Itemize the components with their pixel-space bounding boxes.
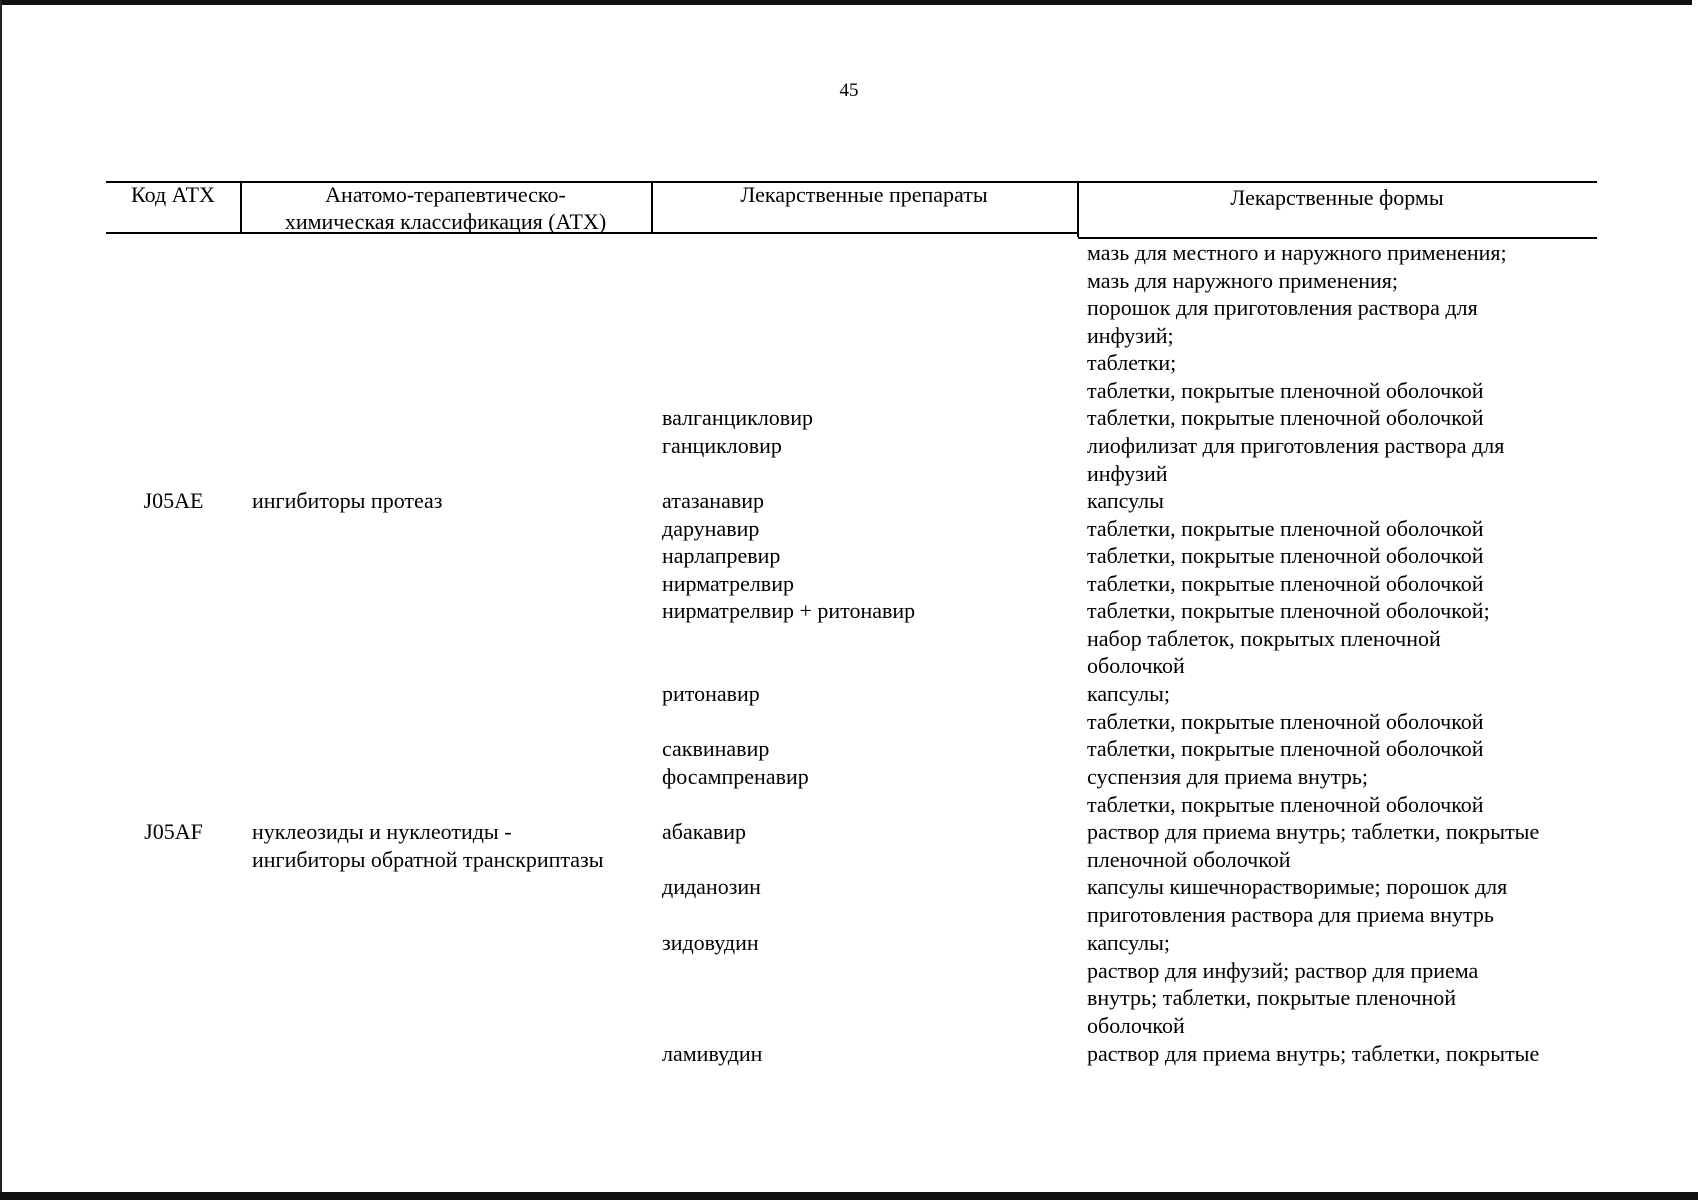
header-forms: Лекарственные формы <box>1230 185 1444 210</box>
drug-name: ритонавир <box>662 681 760 706</box>
header-atc: Анатомо-терапевтическо- химическая классификация (АТХ) <box>284 182 607 234</box>
dosage-forms: раствор для приема внутрь; таблетки, покрытые <box>1087 1041 1540 1066</box>
dosage-forms: суспензия для приема внутрь; таблетки, покрытые пленочной оболочкой <box>1087 764 1484 817</box>
drug-name: нарлапревир <box>662 543 781 568</box>
drug-name: диданозин <box>662 874 761 899</box>
drug-name: абакавир <box>662 819 747 844</box>
header-code: Код АТХ <box>131 182 215 207</box>
page-number: 45 <box>839 80 859 101</box>
drug-name: зидовудин <box>662 930 759 955</box>
dosage-forms: таблетки, покрытые пленочной оболочкой <box>1087 571 1484 596</box>
scan-border-left <box>0 0 2 1200</box>
drug-name: ламивудин <box>662 1041 763 1066</box>
atc-group: нуклеозиды и нуклеотиды - ингибиторы обратной транскриптазы <box>252 819 604 872</box>
drug-name: фосампренавир <box>662 764 809 789</box>
dosage-forms: капсулы кишечнорастворимые; порошок для приготовления раствора для приема внутрь <box>1087 874 1508 927</box>
atc-group: ингибиторы протеаз <box>252 488 443 513</box>
scan-border-top <box>0 0 1698 5</box>
drug-name: нирматрелвир <box>662 571 794 596</box>
scan-border-bottom <box>0 1192 1698 1200</box>
dosage-forms: раствор для приема внутрь; таблетки, покрытые пленочной оболочкой <box>1087 819 1540 872</box>
dosage-forms: таблетки, покрытые пленочной оболочкой <box>1087 516 1484 541</box>
dosage-forms: капсулы <box>1087 488 1164 513</box>
atc-code: J05AF <box>144 819 203 844</box>
dosage-forms: капсулы; таблетки, покрытые пленочной оболочкой <box>1087 681 1484 734</box>
continuation-forms: мазь для местного и наружного применения; мазь для наружного применения; порошок для приготовления раствора для инфузий; таблетки; таблетки, покрытые пленочной оболочкой <box>1087 240 1507 403</box>
dosage-forms: таблетки, покрытые пленочной оболочкой <box>1087 543 1484 568</box>
dosage-forms: капсулы; раствор для инфузий; раствор для приема внутрь; таблетки, покрытые пленочной оболочкой <box>1087 930 1479 1038</box>
dosage-forms: таблетки, покрытые пленочной оболочкой <box>1087 736 1484 761</box>
atc-code: J05AE <box>143 488 204 513</box>
drug-name: атазанавир <box>662 488 764 513</box>
dosage-forms: лиофилизат для приготовления раствора для инфузий <box>1087 433 1505 486</box>
drug-name: дарунавир <box>662 516 760 541</box>
drug-name: нирматрелвир + ритонавир <box>662 598 916 623</box>
drug-name: саквинавир <box>662 736 770 761</box>
dosage-forms: таблетки, покрытые пленочной оболочкой; набор таблеток, покрытых пленочной оболочкой <box>1087 598 1490 679</box>
scan-border-right <box>1692 0 1698 1200</box>
dosage-forms: таблетки, покрытые пленочной оболочкой <box>1087 405 1484 430</box>
header-drugs: Лекарственные препараты <box>740 182 988 207</box>
drug-name: ганцикловир <box>662 433 782 458</box>
drug-name: валганцикловир <box>662 405 813 430</box>
